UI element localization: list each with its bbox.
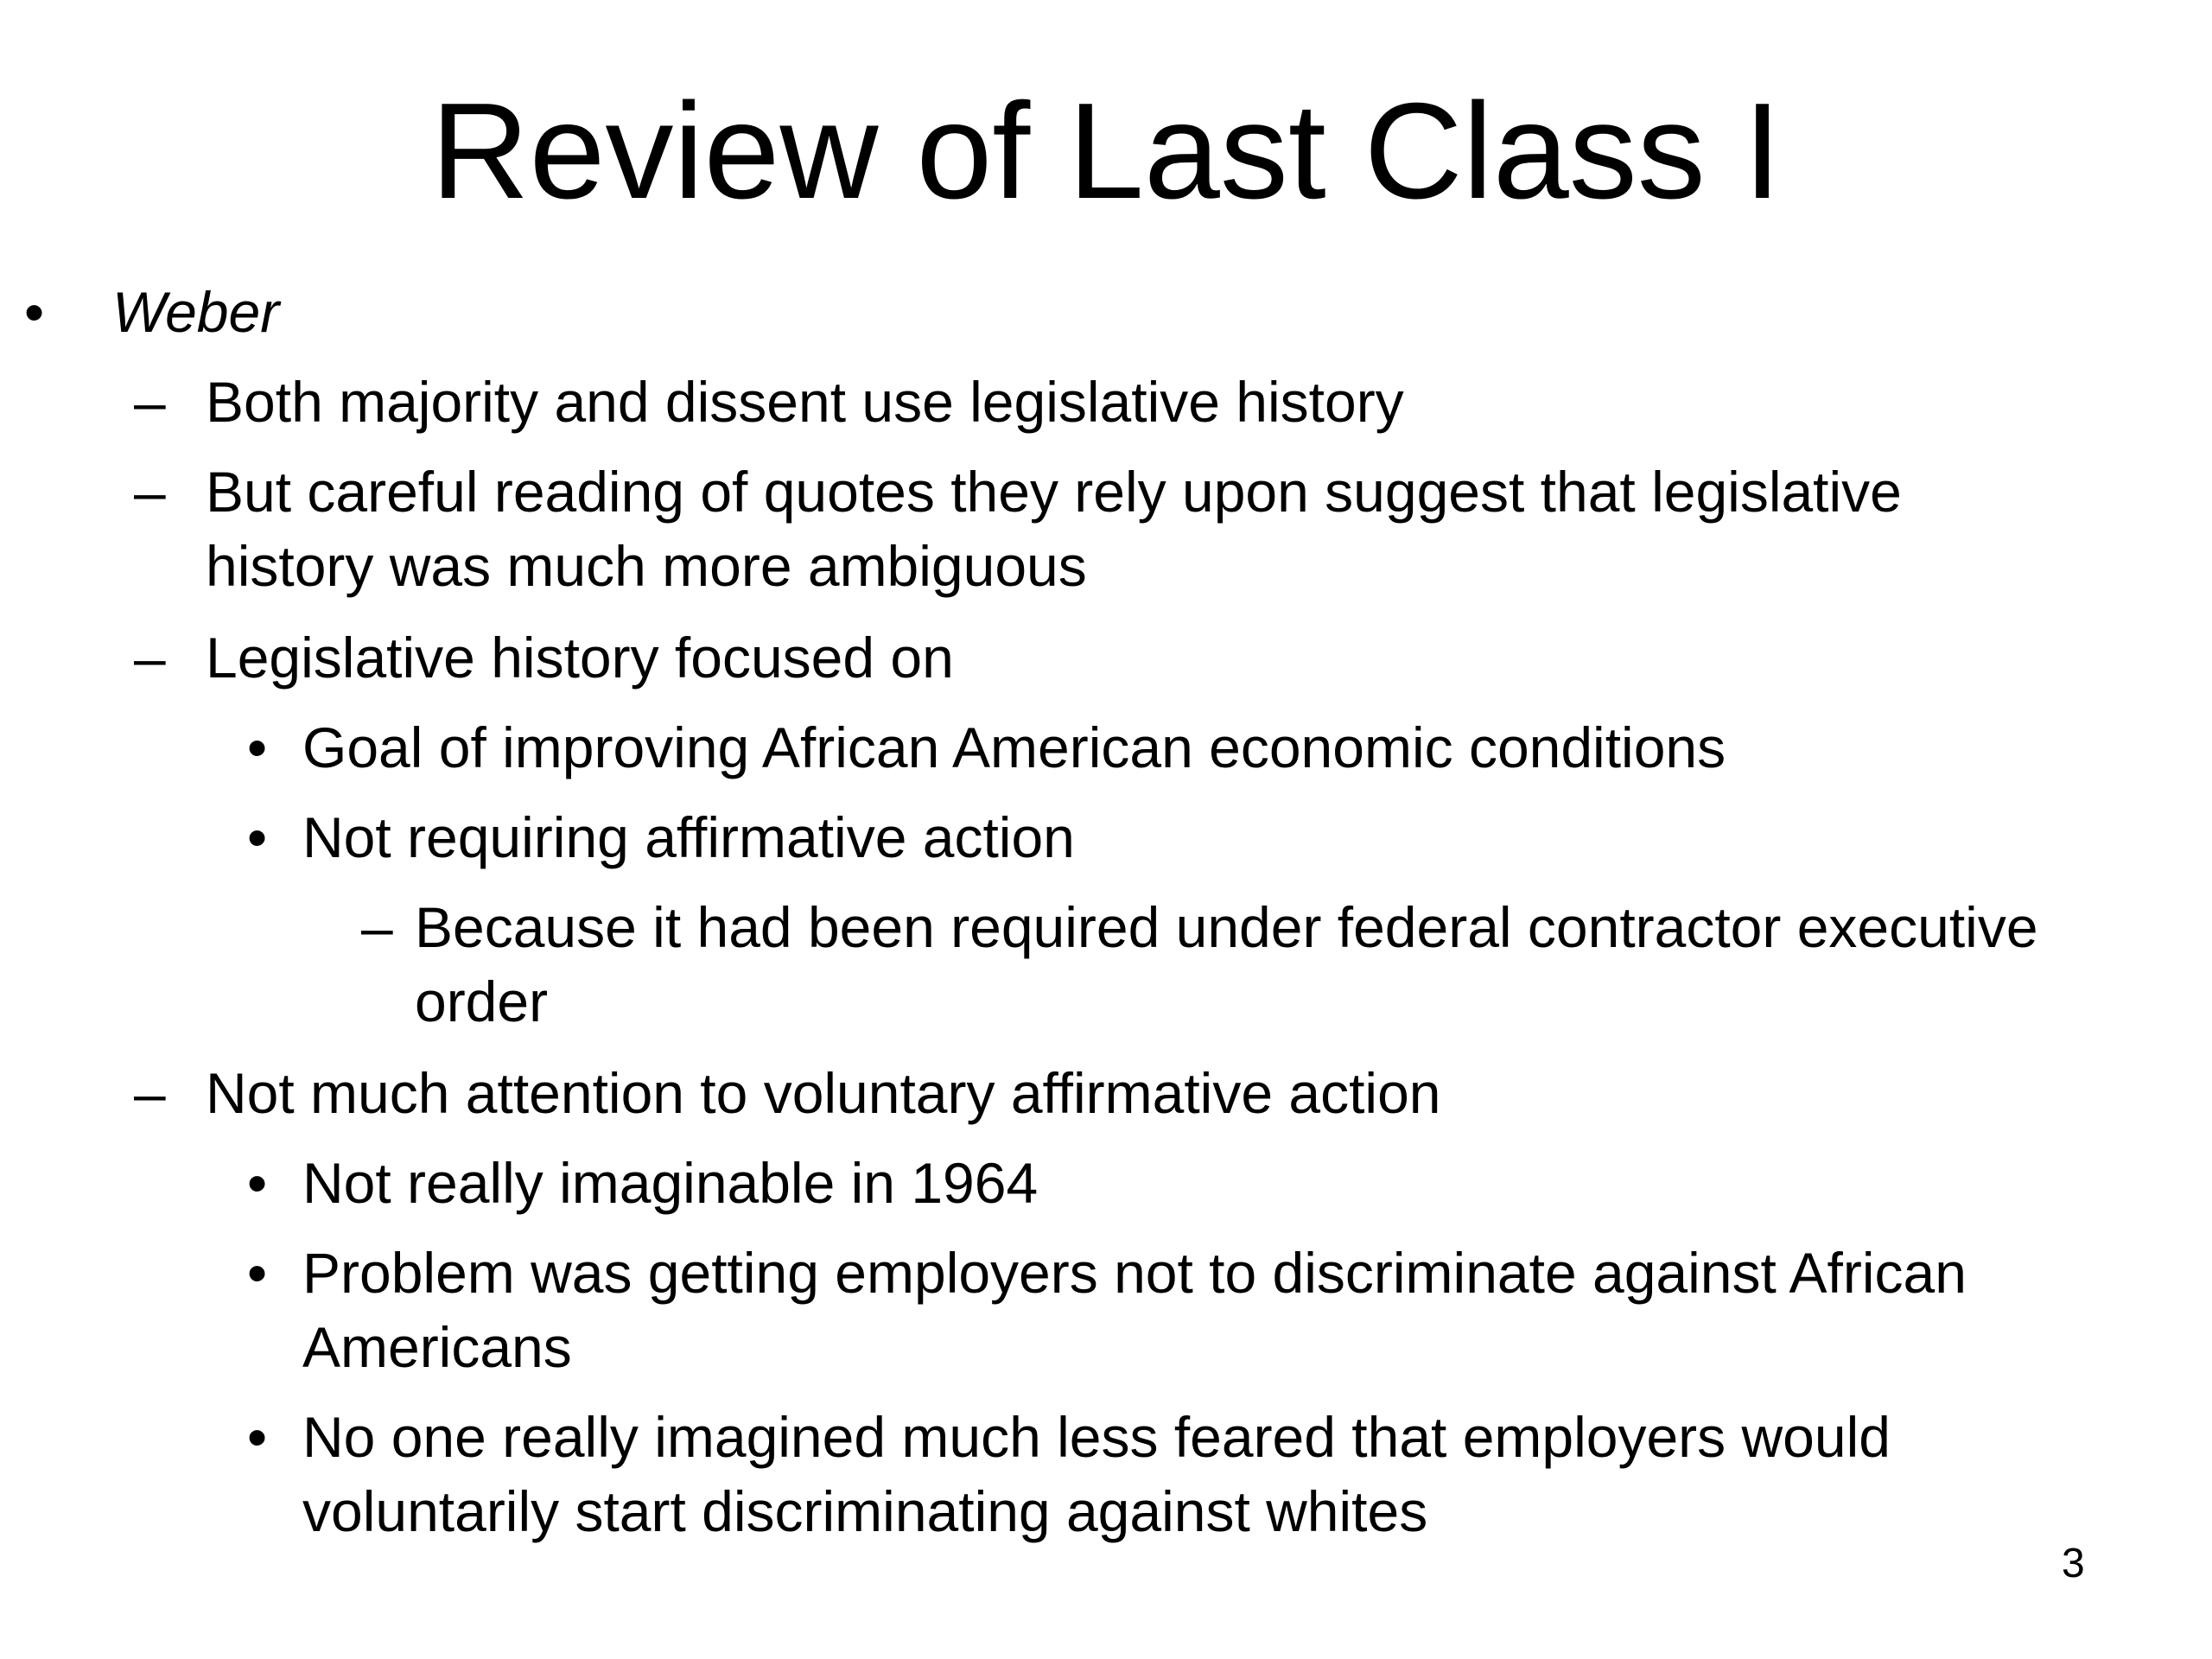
bullet-text: voluntarily start discriminating against whites [302, 1479, 1428, 1543]
bullet-text: No one really imagined much less feared that employers would [302, 1405, 1891, 1469]
bullet-marker: – [134, 460, 166, 524]
bullet-text: Both majority and dissent use legislative history [206, 370, 1404, 434]
bullet-text: Americans [302, 1315, 572, 1379]
bullet-text: Because it had been required under federal contractor executive [415, 895, 2038, 959]
bullet-text: Not really imaginable in 1964 [302, 1151, 1039, 1215]
bullet-marker: • [247, 1405, 268, 1469]
bullet-marker: • [247, 1151, 268, 1215]
bullet-marker: – [134, 626, 166, 690]
bullet-text: order [415, 969, 549, 1033]
bullet-text: Problem was getting employers not to discriminate against African [302, 1241, 1967, 1305]
bullet-marker: • [247, 805, 268, 869]
bullet-marker: • [247, 1241, 268, 1305]
bullet-text: history was much more ambiguous [206, 534, 1087, 598]
bullet-marker: • [24, 280, 45, 344]
bullet-text: Not requiring affirmative action [302, 805, 1075, 869]
slide-title: Review of Last Class I [430, 75, 1782, 227]
bullet-marker: – [134, 1061, 166, 1125]
bullet-text: Legislative history focused on [206, 626, 954, 690]
bullet-text: Weber [112, 280, 280, 344]
bullet-marker: – [361, 895, 393, 959]
bullet-marker: – [134, 370, 166, 434]
page-number: 3 [2062, 1541, 2085, 1586]
bullet-text: Not much attention to voluntary affirmative action [206, 1061, 1441, 1125]
bullet-text: But careful reading of quotes they rely upon suggest that legislative [206, 460, 1902, 524]
bullet-text: Goal of improving African American economic conditions [302, 715, 1726, 779]
bullet-marker: • [247, 715, 268, 779]
